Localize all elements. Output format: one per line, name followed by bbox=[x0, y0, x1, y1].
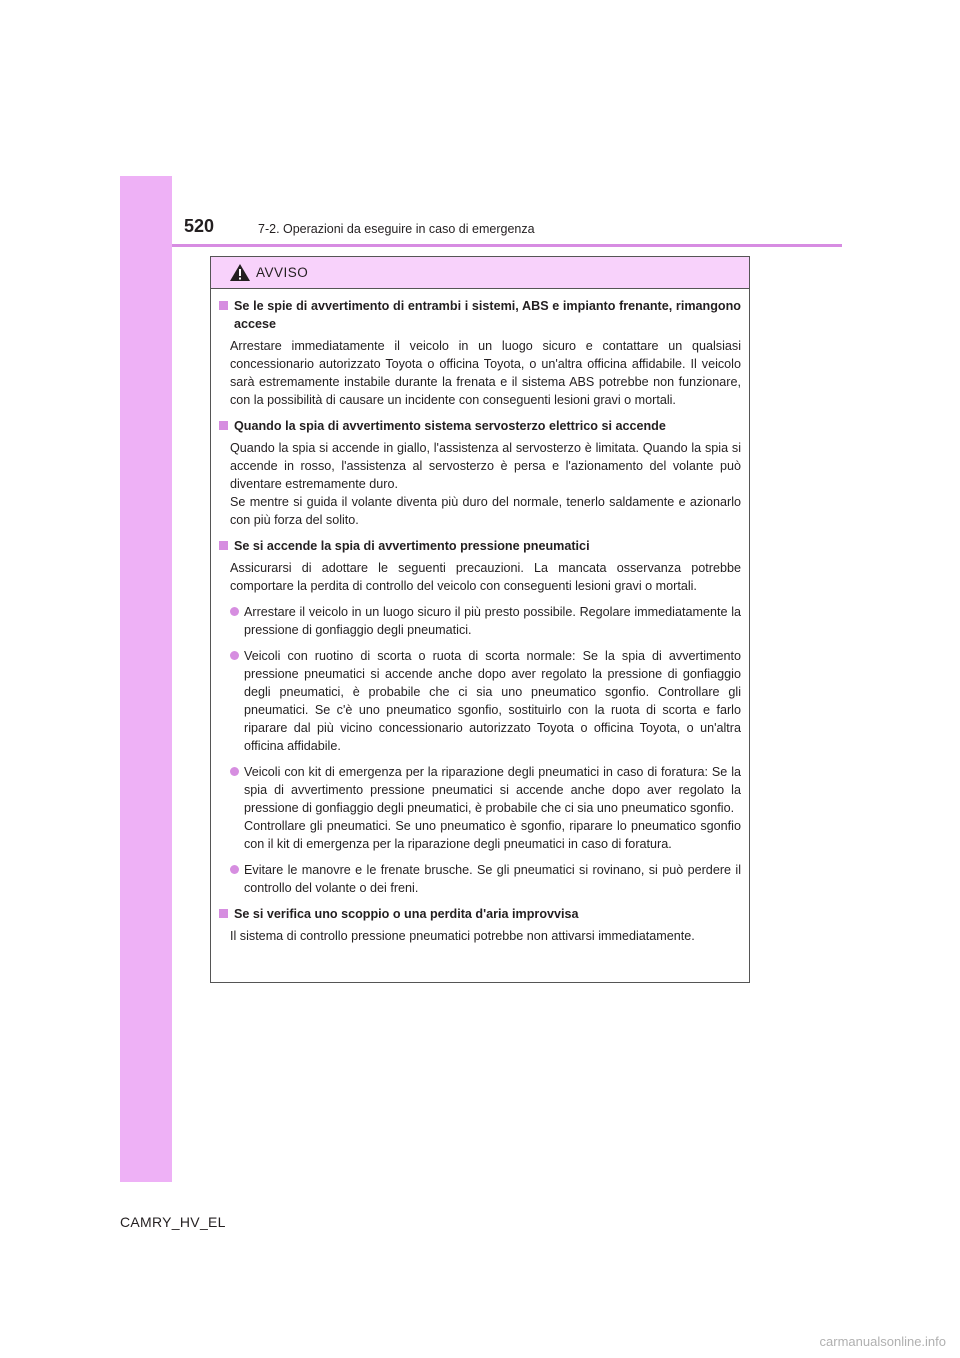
section-paragraph: Se mentre si guida il volante diventa più duro del normale, tenerlo saldamente e azionarlo con più forza del solito. bbox=[230, 495, 741, 527]
warning-body bbox=[211, 289, 749, 945]
circle-bullet-icon bbox=[230, 767, 239, 776]
circle-bullet-icon bbox=[230, 651, 239, 660]
list-item: Arrestare il veicolo in un luogo sicuro il più presto possibile. Regolare immediatamente la pressione di gonfiaggio degli pneumatici. bbox=[230, 603, 741, 639]
section-title: Se si verifica uno scoppio o una perdita d'aria improvvisa bbox=[234, 907, 579, 921]
square-bullet-icon bbox=[219, 301, 228, 310]
warning-header bbox=[211, 257, 749, 289]
chapter-title: 7-2. Operazioni da eseguire in caso di emergenza bbox=[258, 222, 535, 236]
circle-bullet-icon bbox=[230, 607, 239, 616]
list-item: Veicoli con ruotino di scorta o ruota di scorta normale: Se la spia di avvertimento pressione pneumatici si accende anche dopo aver regolato la pressione di gonfiaggio degli pneumatici, è probabile che ci sia uno pneumatico sgonfio. Controllare gli pneumatici. Se c'è uno pneumatico sgonfio, sostituirlo con la ruota di scorta e farlo riparare dal più vicino concessionario autorizzato Toyota o officina Toyota, o un'altra officina affidabile. bbox=[230, 647, 741, 755]
side-color-band bbox=[120, 176, 172, 1182]
document-code: CAMRY_HV_EL bbox=[120, 1214, 226, 1230]
watermark: carmanualsonline.info bbox=[819, 1334, 946, 1349]
list-item: Veicoli con kit di emergenza per la riparazione degli pneumatici in caso di foratura: Se la spia di avvertimento pressione pneumatici si accende anche dopo aver regolato la pressione di gonfiaggio degli pneumatici, è probabile che ci sia uno pneumatico sgonfio. Controllare gli pneumatici. Se uno pneumatico è sgonfio, riparare lo pneumatico sgonfio con il kit di emergenza per la riparazione degli pneumatici in caso di foratura. bbox=[230, 763, 741, 853]
section-title: Quando la spia di avvertimento sistema servosterzo elettrico si accende bbox=[234, 419, 666, 433]
warning-box bbox=[210, 256, 750, 983]
section-title: Se si accende la spia di avvertimento pressione pneumatici bbox=[234, 539, 590, 553]
warning-label: AVVISO bbox=[256, 265, 309, 280]
warning-section-blowout bbox=[219, 905, 741, 945]
warning-section-abs bbox=[219, 297, 741, 409]
list-item: Evitare le manovre e le frenate brusche. Se gli pneumatici si rovinano, si può perdere il controllo del volante o dei freni. bbox=[230, 861, 741, 897]
section-paragraph: Arrestare immediatamente il veicolo in un luogo sicuro e contattare un qualsiasi concessionario autorizzato Toyota o officina Toyota, o un'altra officina affidabile. Il veicolo sarà estremamente instabile durante la frenata e il sistema ABS potrebbe non funzionare, con la possibilità di causare un incidente con conseguenti lesioni gravi o mortali. bbox=[230, 339, 741, 407]
circle-bullet-icon bbox=[230, 865, 239, 874]
warning-section-tpms bbox=[219, 537, 741, 897]
section-paragraph: Assicurarsi di adottare le seguenti precauzioni. La mancata osservanza potrebbe comportare la perdita di controllo del veicolo con conseguenti lesioni gravi o mortali. bbox=[230, 561, 741, 593]
section-paragraph: Il sistema di controllo pressione pneumatici potrebbe non attivarsi immediatamente. bbox=[230, 929, 695, 943]
square-bullet-icon bbox=[219, 541, 228, 550]
page-number: 520 bbox=[184, 216, 215, 236]
square-bullet-icon bbox=[219, 909, 228, 918]
section-paragraph: Quando la spia si accende in giallo, l'assistenza al servosterzo è limitata. Quando la spia si accende in rosso, l'assistenza al servosterzo è persa e l'azionamento del volante può diventare estremamente duro. bbox=[230, 441, 741, 491]
square-bullet-icon bbox=[219, 421, 228, 430]
warning-triangle-icon bbox=[229, 263, 251, 282]
section-title: Se le spie di avvertimento di entrambi i sistemi, ABS e impianto frenante, rimangono accese bbox=[234, 299, 741, 331]
header-divider bbox=[172, 244, 842, 247]
warning-section-eps bbox=[219, 417, 741, 529]
